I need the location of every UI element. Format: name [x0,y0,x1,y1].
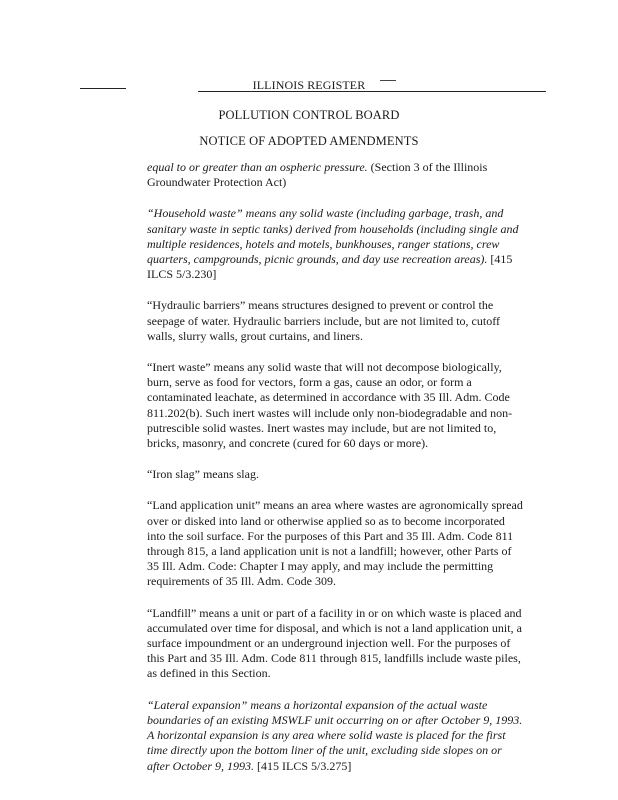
notice-title: NOTICE OF ADOPTED AMENDMENTS [199,134,419,148]
citation-text: [415 ILCS 5/3.275] [254,758,352,773]
definition-text: “Landfill” means a unit or part of a facility in or on which waste is placed and accumulated over time for disposal, and which is not a land application unit, a surface impoundment or an underground injection well. For the purposes of this Part and 35 Ill. Adm. Code 811 through 815, landfills include waste piles, as defined in this Section. [147,605,522,681]
paragraph-household-waste [147,206,525,282]
paragraph-landfill [147,606,525,682]
definition-text: “Inert waste” means any solid waste that will not decompose biologically, burn, serve as food for vectors, form a gas, cause an odor, or form a contaminated leachate, as determined in accordance with 35 Ill. Adm. Code 811.202(b). Such inert wastes will include only non-biodegradable and non-putrescible solid wastes. Inert wastes may include, but are not limited to, bricks, masonry, and concrete (cured for 60 days or more). [147,360,513,451]
paragraph-lateral-expansion [147,698,525,774]
paragraph-hydraulic-barriers [147,298,525,344]
definition-text: “Lateral expansion” means a horizontal expansion of the actual waste boundaries of an existing MSWLF unit occurring on or after October 9, 1993. A horizontal expansion is any area where solid waste is placed for the first time directly upon the bottom liner of the unit, excluding side slopes on or after October 9, 1993. [147,697,523,773]
paragraph-inert-waste [147,360,525,451]
citation-text: (Section 3 of the Illinois Groundwater Protection Act) [147,160,488,190]
register-title: ILLINOIS REGISTER [252,78,366,92]
italic-text: equal to or greater than an ospheric pressure. [147,160,368,174]
citation-text: [415 ILCS 5/3.230] [147,252,513,282]
definition-text: “Household waste” means any solid waste (including garbage, trash, and sanitary waste in septic tanks) derived from households (including single and multiple residences, hotels and motels, bunkhouses, ranger stations, crew quarters, campgrounds, picnic grounds, and day use recreation areas). [147,206,519,267]
document-body [147,160,525,790]
board-title: POLLUTION CONTROL BOARD [218,108,400,122]
paragraph-iron-slag [147,467,525,482]
definition-text: “Hydraulic barriers” means structures designed to prevent or control the seepage of water. Hydraulic barriers include, but are not limited to, cutoff walls, slurry walls, grout curtains, and liners. [147,298,500,343]
definition-text: “Land application unit” means an area where wastes are agronomically spread over or disked into land or otherwise applied so as to become incorporated into the soil surface. For the purposes of this Part and 35 Ill. Adm. Code 811 through 815, a land application unit is not a landfill; however, other Parts of 35 Ill. Adm. Code: Chapter I may apply, and may include the permitting requirements of 35 Ill. Adm. Code 309. [147,498,523,589]
definition-text: “Iron slag” means slag. [147,467,259,482]
paragraph-groundwater-act [147,160,525,190]
paragraph-land-application-unit [147,498,525,589]
